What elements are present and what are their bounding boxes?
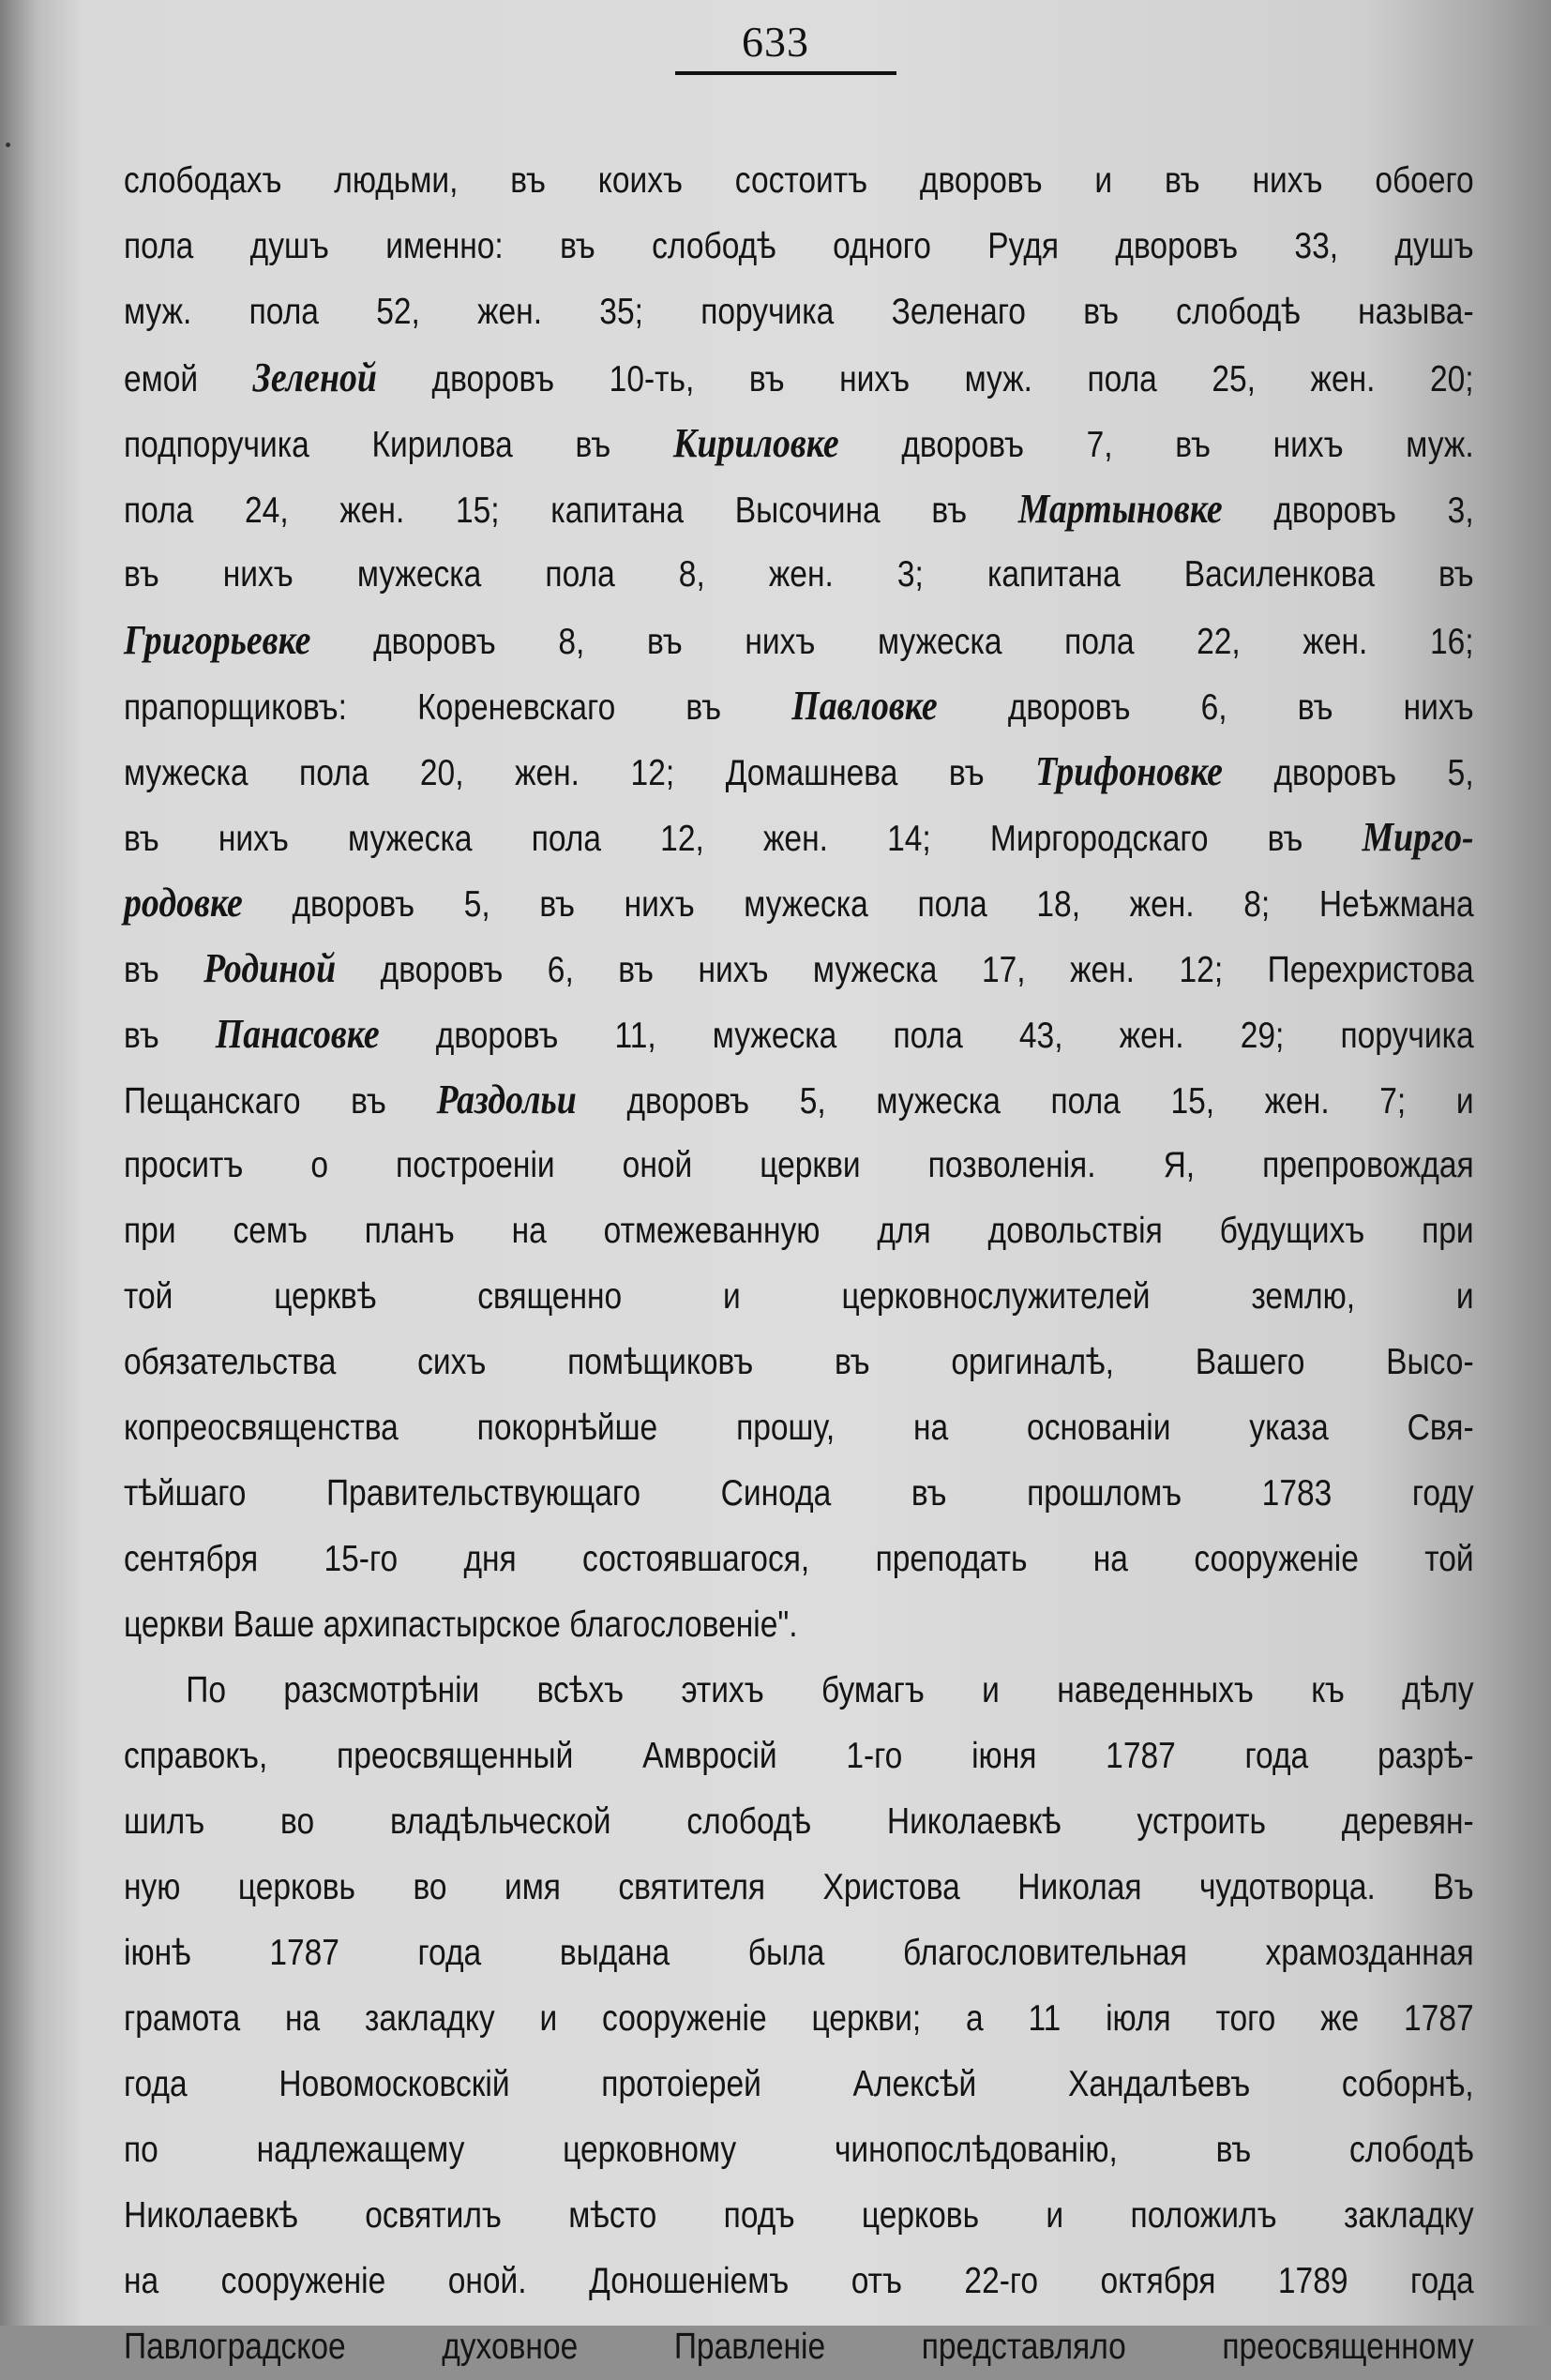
text-line	[124, 1724, 1474, 1789]
text-line	[124, 1986, 1474, 2052]
text-line	[124, 1855, 1474, 1921]
text-segment: Пещанскаго въ	[124, 1081, 437, 1122]
text-line	[124, 542, 1474, 608]
page-number-rule	[675, 71, 896, 75]
text-segment: подпоручика Кирилова въ	[124, 425, 673, 465]
text-line	[124, 2117, 1474, 2183]
text-segment: проситъ о построеніи оной церкви позволенія. Я, препровождая	[124, 1145, 1474, 1185]
text-line	[124, 1527, 1474, 1592]
page-number: 633	[742, 18, 809, 66]
text-line	[124, 1461, 1474, 1527]
text-segment: мужеска пола 20, жен. 12; Домашнева въ	[124, 753, 1036, 793]
text-line	[124, 608, 1474, 673]
text-segment: пола 24, жен. 15; капитана Высочина въ	[124, 490, 1018, 531]
text-line	[124, 476, 1474, 542]
text-line	[124, 279, 1474, 345]
text-segment: года Новомосковскій протоіерей Алексѣй Хандалѣевъ соборнѣ,	[124, 2064, 1474, 2104]
text-line	[124, 1330, 1474, 1395]
text-segment: дворовъ 6, въ нихъ мужеска 17, жен. 12; Перехристова	[336, 950, 1474, 990]
text-segment: іюнѣ 1787 года выдана была благословительная храмозданная	[124, 1933, 1474, 1973]
text-segment: Павлоградское духовное Правленіе представляло преосвященному	[124, 2327, 1474, 2367]
text-segment: Николаевкѣ освятилъ мѣсто подъ церковь и положилъ закладку	[124, 2195, 1474, 2236]
text-segment: прапорщиковъ: Кореневскаго въ	[124, 687, 792, 728]
text-segment: въ	[124, 950, 204, 990]
text-segment: дворовъ 11, мужеска пола 43, жен. 29; поручика	[379, 1016, 1474, 1056]
text-line	[124, 214, 1474, 279]
text-segment: въ нихъ мужеска пола 12, жен. 14; Миргородскаго въ	[124, 819, 1363, 859]
text-line	[124, 2183, 1474, 2249]
text-line	[124, 1789, 1474, 1855]
text-segment: ную церковь во имя святителя Христова Николая чудотворца. Въ	[124, 1867, 1474, 1907]
place-name: Родиной	[203, 945, 337, 991]
text-segment: при семъ планъ на отмежеванную для довольствія будущихъ при	[124, 1211, 1474, 1251]
text-segment: дворовъ 5,	[1222, 753, 1474, 793]
text-line	[124, 2052, 1474, 2117]
text-segment: обязательства сихъ помѣщиковъ въ оригиналѣ, Вашего Высо-	[124, 1342, 1474, 1382]
text-line	[124, 1133, 1474, 1198]
place-name: Григорьевке	[124, 617, 311, 663]
text-line	[124, 805, 1474, 870]
text-line	[124, 345, 1474, 411]
text-line	[124, 1067, 1474, 1133]
scan-speck	[6, 143, 10, 147]
text-line	[124, 1198, 1474, 1264]
place-name: Кириловке	[672, 420, 839, 466]
text-segment: емой	[124, 359, 253, 399]
text-line	[124, 411, 1474, 476]
text-segment: шилъ во владѣльческой слободѣ Николаевкѣ устроить деревян-	[124, 1801, 1474, 1842]
text-segment: въ нихъ мужеска пола 8, жен. 3; капитана Василенкова въ	[124, 554, 1474, 595]
text-segment: сентября 15-го дня состоявшагося, преподать на сооруженіе той	[124, 1539, 1474, 1579]
text-segment: пола душъ именно: въ слободѣ одного Рудя дворовъ 33, душъ	[124, 226, 1474, 266]
text-segment: По разсмотрѣніи всѣхъ этихъ бумагъ и наведенныхъ къ дѣлу	[186, 1670, 1474, 1710]
place-name: Трифоновке	[1035, 748, 1223, 794]
text-segment: дворовъ 8, въ нихъ мужеска пола 22, жен. 16;	[310, 622, 1474, 662]
text-segment: копреосвященства покорнѣйше прошу, на основаніи указа Свя-	[124, 1408, 1474, 1448]
text-line	[124, 870, 1474, 936]
text-segment: по надлежащему церковному чинопослѣдованію, въ слободѣ	[124, 2130, 1474, 2170]
text-line	[124, 1921, 1474, 1986]
text-segment: тѣйшаго Правительствующаго Синода въ прошломъ 1783 году	[124, 1473, 1474, 1514]
place-name: родовке	[124, 880, 243, 926]
place-name: Зеленой	[252, 354, 377, 400]
text-segment: дворовъ 3,	[1222, 490, 1474, 531]
text-line	[124, 739, 1474, 805]
place-name: Павловке	[791, 683, 938, 729]
text-segment: въ	[124, 1016, 216, 1056]
text-line	[124, 148, 1474, 214]
text-segment: дворовъ 5, мужеска пола 15, жен. 7; и	[576, 1081, 1474, 1122]
text-segment: дворовъ 10-ть, въ нихъ муж. пола 25, жен. 20;	[376, 359, 1474, 399]
text-segment: слободахъ людьми, въ коихъ состоитъ дворовъ и въ нихъ обоего	[124, 160, 1474, 201]
text-line	[124, 2249, 1474, 2314]
text-segment: справокъ, преосвященный Амвросій 1-го іюня 1787 года разрѣ-	[124, 1736, 1474, 1776]
text-segment: той церквѣ священно и церковнослужителей землю, и	[124, 1276, 1474, 1317]
text-line	[124, 1395, 1474, 1461]
place-name: Панасовке	[215, 1011, 380, 1057]
place-name: Мирго-	[1362, 814, 1474, 860]
place-name: Мартыновке	[1017, 486, 1223, 532]
text-segment: на сооруженіе оной. Доношеніемъ отъ 22-го октября 1789 года	[124, 2261, 1474, 2301]
text-line	[124, 2314, 1474, 2380]
text-segment: дворовъ 6, въ нихъ	[937, 687, 1474, 728]
text-segment: дворовъ 5, въ нихъ мужеска пола 18, жен. 8; Неѣжмана	[242, 884, 1474, 925]
text-segment: дворовъ 7, въ нихъ муж.	[838, 425, 1474, 465]
text-segment: муж. пола 52, жен. 35; поручика Зеленаго въ слободѣ называ-	[124, 292, 1474, 332]
text-segment: грамота на закладку и сооруженіе церкви; а 11 іюля того же 1787	[124, 1998, 1474, 2039]
text-segment: церкви Ваше архипастырское благословеніе".	[124, 1604, 798, 1645]
text-line	[124, 936, 1474, 1002]
text-line	[124, 1658, 1474, 1724]
text-line	[124, 673, 1474, 739]
body-text	[124, 148, 1474, 2380]
text-line	[124, 1002, 1474, 1067]
text-line	[124, 1592, 1474, 1658]
text-line	[124, 1264, 1474, 1330]
place-name: Раздольи	[436, 1077, 577, 1122]
